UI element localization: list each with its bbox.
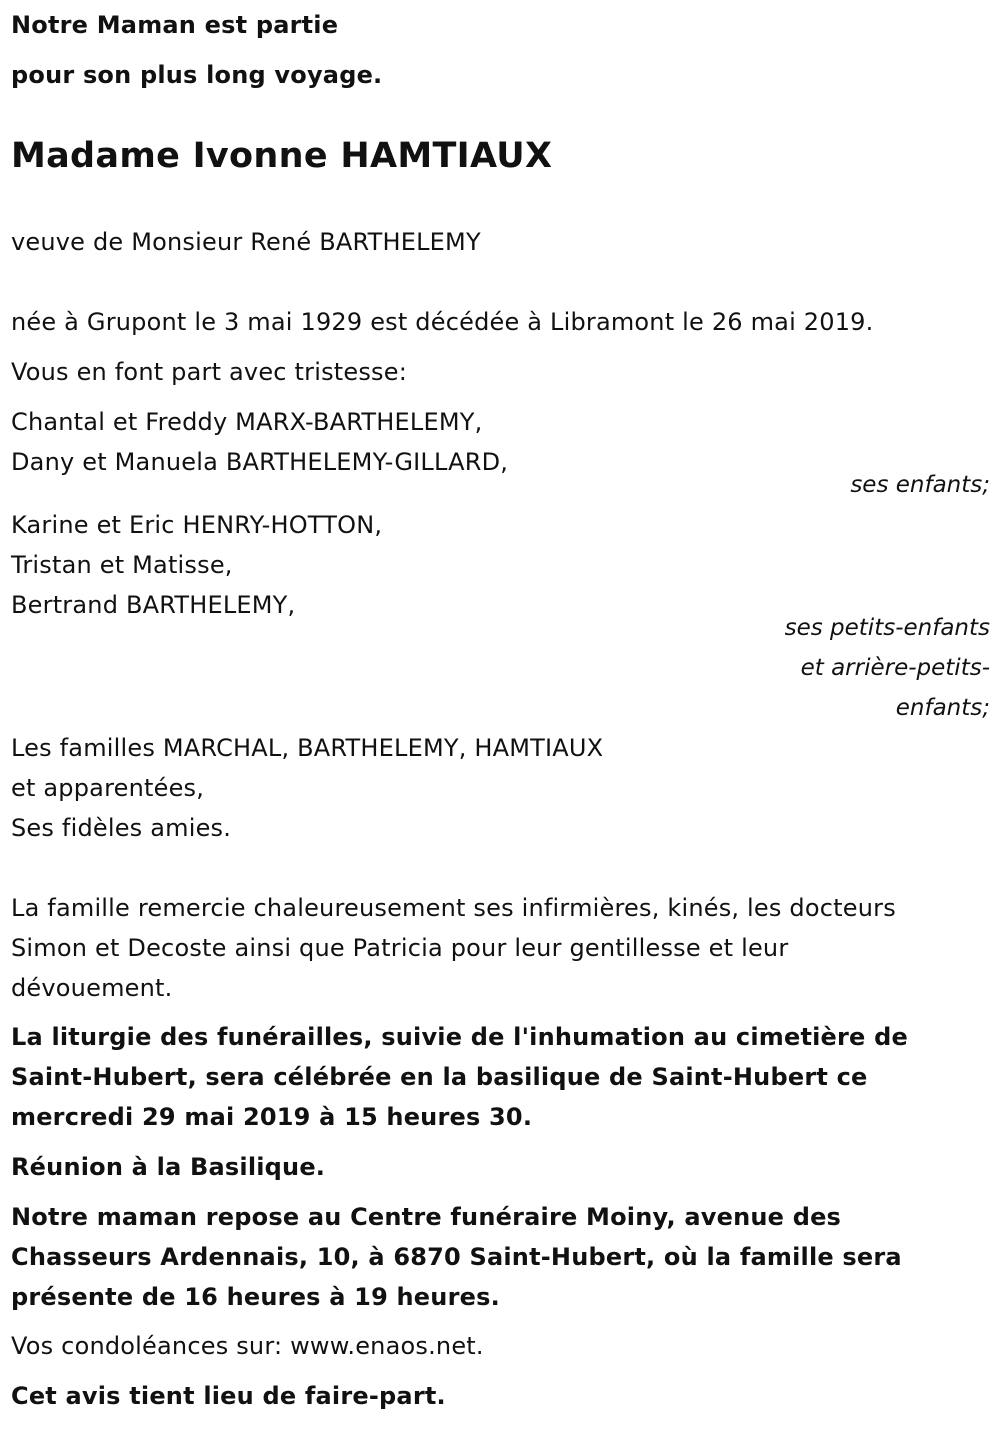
thanks-line: La famille remercie chaleureusement ses infirmières, kinés, les docteurs bbox=[11, 894, 896, 922]
grandchild-name: Bertrand BARTHELEMY, bbox=[11, 591, 296, 619]
grandchild-name: Karine et Eric HENRY-HOTTON, bbox=[11, 511, 383, 539]
funeral-line: La liturgie des funérailles, suivie de l'inhumation au cimetière de bbox=[11, 1023, 908, 1051]
birth-death-line: née à Grupont le 3 mai 1929 est décédée à Libramont le 26 mai 2019. bbox=[11, 308, 874, 336]
spouse-line: veuve de Monsieur René BARTHELEMY bbox=[11, 228, 481, 256]
intro-line-1: Notre Maman est partie bbox=[11, 11, 339, 39]
funeral-line: mercredi 29 mai 2019 à 15 heures 30. bbox=[11, 1103, 533, 1131]
grandchildren-role-line: ses petits-enfants bbox=[784, 615, 990, 641]
families-line: Ses fidèles amies. bbox=[11, 814, 232, 842]
families-line: Les familles MARCHAL, BARTHELEMY, HAMTIAUX bbox=[11, 734, 604, 762]
child-name: Chantal et Freddy MARX-BARTHELEMY, bbox=[11, 408, 483, 436]
grandchild-name: Tristan et Matisse, bbox=[11, 551, 233, 579]
families-line: et apparentées, bbox=[11, 774, 205, 802]
grandchildren-role-line: enfants; bbox=[895, 695, 990, 721]
thanks-line: dévouement. bbox=[11, 974, 173, 1002]
resting-line: présente de 16 heures à 19 heures. bbox=[11, 1283, 500, 1311]
thanks-line: Simon et Decoste ainsi que Patricia pour leur gentillesse et leur bbox=[11, 934, 789, 962]
resting-line: Notre maman repose au Centre funéraire Moiny, avenue des bbox=[11, 1203, 842, 1231]
grandchildren-role-line: et arrière-petits- bbox=[800, 655, 990, 681]
child-name: Dany et Manuela BARTHELEMY-GILLARD, bbox=[11, 448, 509, 476]
resting-line: Chasseurs Ardennais, 10, à 6870 Saint-Hubert, où la famille sera bbox=[11, 1243, 902, 1271]
funeral-line: Saint-Hubert, sera célébrée en la basilique de Saint-Hubert ce bbox=[11, 1063, 868, 1091]
intro-line-2: pour son plus long voyage. bbox=[11, 61, 383, 89]
closing-line: Cet avis tient lieu de faire-part. bbox=[11, 1382, 446, 1410]
deceased-name: Madame Ivonne HAMTIAUX bbox=[11, 136, 553, 176]
meeting-line: Réunion à la Basilique. bbox=[11, 1153, 326, 1181]
children-role: ses enfants; bbox=[850, 472, 990, 498]
condolences-line: Vos condoléances sur: www.enaos.net. bbox=[11, 1332, 484, 1360]
announcement-lead: Vous en font part avec tristesse: bbox=[11, 358, 408, 386]
